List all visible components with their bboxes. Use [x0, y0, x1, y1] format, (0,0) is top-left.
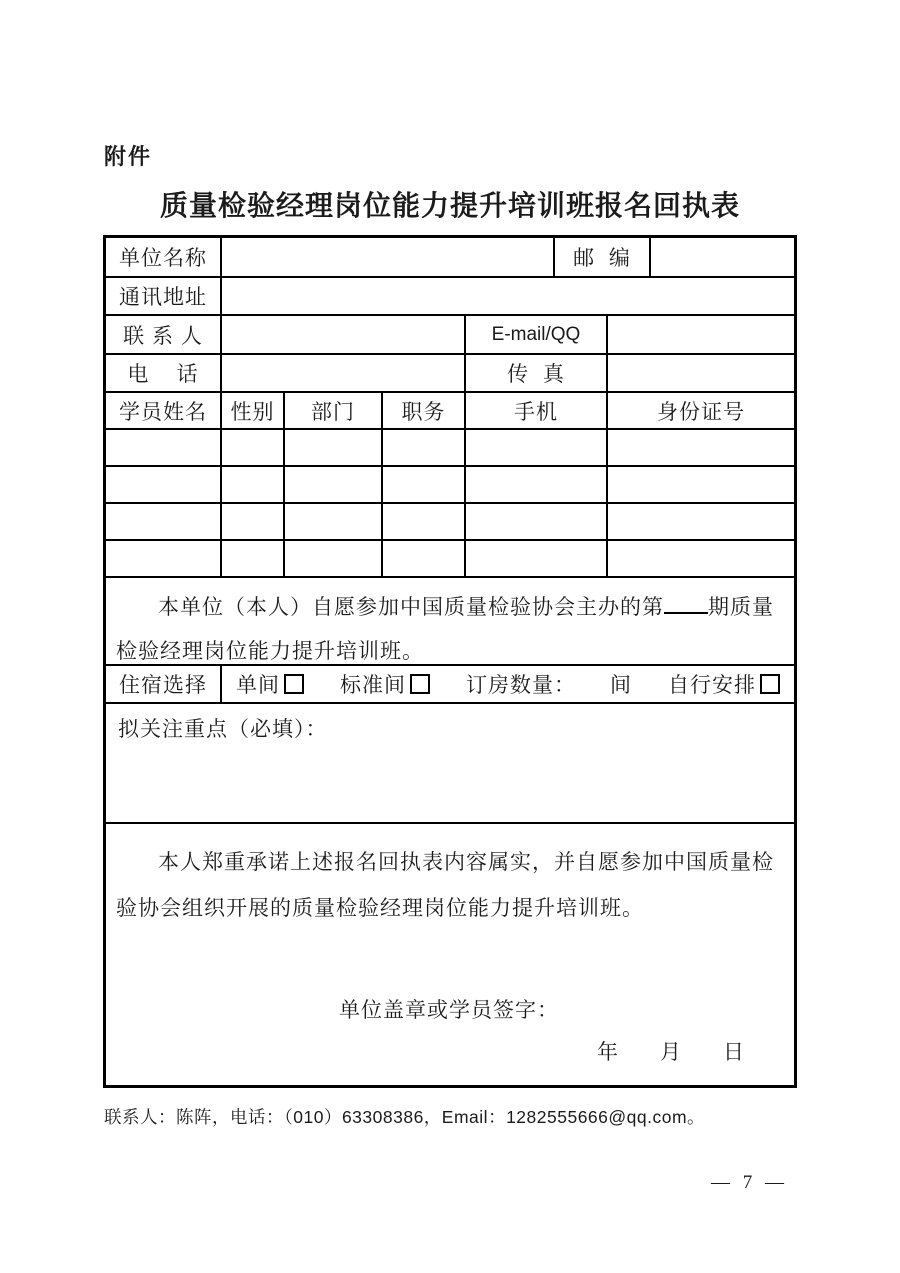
- participation-statement: [106, 578, 794, 664]
- accommodation-row: [106, 666, 794, 704]
- attachment-label: 附件: [104, 144, 153, 169]
- accommodation-options: [222, 666, 794, 702]
- participation-statement-row: [106, 578, 794, 666]
- commitment-row: [106, 824, 794, 1085]
- student-row: [106, 467, 794, 504]
- header-position: 职务: [383, 393, 466, 428]
- postal-code-label: 邮 编: [555, 238, 651, 276]
- contact-person-label: 联 系 人: [106, 316, 222, 353]
- address-label: 通讯地址: [106, 278, 222, 314]
- single-room-label: 单间: [236, 674, 280, 697]
- signature-label: 单位盖章或学员签字：: [339, 999, 559, 1022]
- registration-form-table: [103, 235, 797, 1088]
- header-student-name: 学员姓名: [106, 393, 222, 428]
- phone-row: [106, 355, 794, 393]
- room-quantity-label: 订房数量：: [466, 674, 576, 697]
- standard-room-checkbox: [410, 674, 430, 694]
- standard-room-label: 标准间: [340, 674, 406, 697]
- student-row: [106, 430, 794, 467]
- page-number: — 7 —: [711, 1172, 788, 1193]
- focus-label: 拟关注重点（必填）：: [118, 718, 328, 741]
- header-mobile: 手机: [466, 393, 608, 428]
- commitment-section: [106, 824, 794, 1085]
- self-arrange-checkbox: [760, 674, 780, 694]
- header-department: 部门: [285, 393, 383, 428]
- email-label: E-mail/QQ: [466, 316, 608, 353]
- phone-value-cell: [222, 355, 466, 391]
- contact-person-row: [106, 316, 794, 355]
- participation-text-after: 期质量检验经理岗位能力提升培训班。: [116, 596, 774, 663]
- footer-contact-info: 联系人：陈阵，电话：（010）63308386，Email：1282555666@qq.com。: [104, 1107, 706, 1127]
- address-row: [106, 278, 794, 316]
- contact-person-value-cell: [222, 316, 466, 353]
- postal-code-value-cell: [651, 238, 794, 276]
- fax-label: 传 真: [466, 355, 608, 391]
- students-header-row: [106, 393, 794, 430]
- session-number-blank: [664, 590, 708, 614]
- accommodation-label: 住宿选择: [106, 666, 222, 702]
- commitment-statement: 本人郑重承诺上述报名回执表内容属实，并自愿参加中国质量检验协会组织开展的质量检验经理岗位能力提升培训班。: [116, 851, 774, 920]
- unit-name-value-cell: [222, 238, 555, 276]
- address-value-cell: [222, 278, 794, 314]
- fax-value-cell: [608, 355, 794, 391]
- date-line: 年 月 日: [597, 1041, 744, 1064]
- self-arrange-label: 自行安排: [668, 674, 756, 697]
- student-row: [106, 541, 794, 578]
- header-gender: 性别: [222, 393, 285, 428]
- header-id-number: 身份证号: [657, 400, 745, 424]
- single-room-checkbox: [284, 674, 304, 694]
- focus-row: [106, 704, 794, 824]
- unit-name-label: 单位名称: [106, 238, 222, 276]
- participation-text-before: 本单位（本人）自愿参加中国质量检验协会主办的第: [158, 596, 664, 619]
- unit-name-row: [106, 238, 794, 278]
- student-row: [106, 504, 794, 541]
- page-title: 质量检验经理岗位能力提升培训班报名回执表: [159, 190, 740, 221]
- room-quantity-unit: 间: [610, 674, 632, 697]
- phone-label: 电 话: [106, 355, 222, 391]
- email-value-cell: [608, 316, 794, 353]
